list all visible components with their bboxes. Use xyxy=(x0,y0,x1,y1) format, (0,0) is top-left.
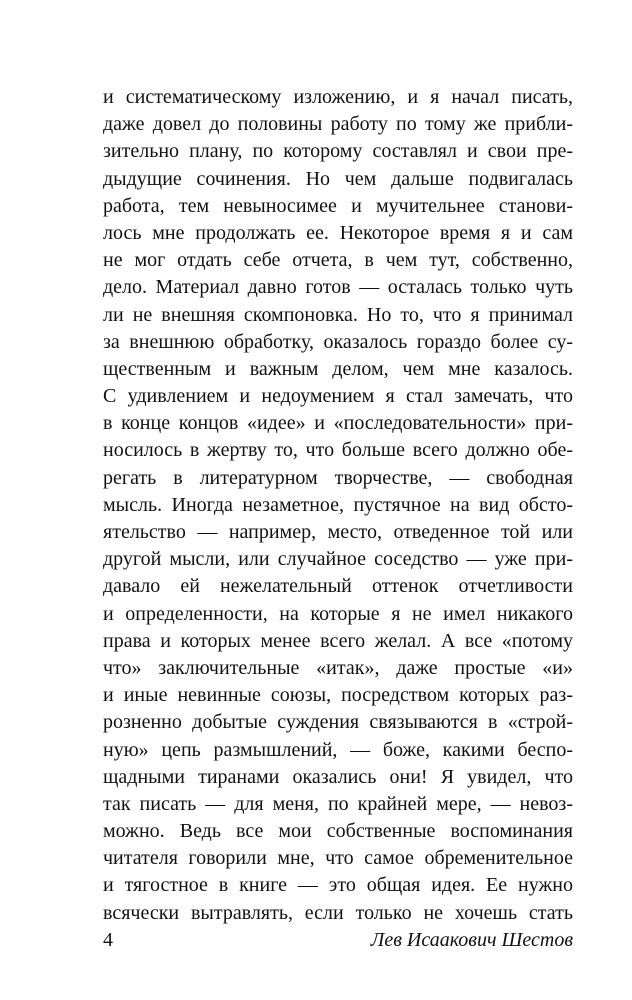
text-line: ятельство — например, место, отведенное той или xyxy=(103,521,573,543)
text-line: давало ей нежелательный оттенок отчетливости xyxy=(103,575,573,598)
text-line: щественным и важным делом, чем мне казалось. xyxy=(103,357,573,380)
text-line: даже довел до половины работу по тому же прибли- xyxy=(103,113,573,136)
text-line: щадными тиранами оказались они! Я увидел, что xyxy=(103,765,573,788)
text-line: за внешнюю обработку, оказалось гораздо более су- xyxy=(103,330,573,353)
text-line: дыдущие сочинения. Но чем дальше подвигалась xyxy=(103,167,573,190)
text-line: ли не внешняя скомпоновка. Но то, что я принимал xyxy=(103,303,573,326)
text-line: дело. Материал давно готов — осталась только чуть xyxy=(103,276,573,299)
text-line: другой мысли, или случайное соседство — уже при- xyxy=(103,548,573,571)
running-footer-author: Лев Исаакович Шестов xyxy=(370,929,573,951)
text-line: можно. Ведь все мои собственные воспоминания xyxy=(103,820,573,843)
text-line: всячески вытравлять, если только не хочешь стать xyxy=(103,901,573,924)
text-line: не мог отдать себе отчета, в чем тут, собственно, xyxy=(103,249,573,272)
text-line: и определенности, на которые я не имел никакого xyxy=(103,602,573,625)
text-line: и иные невинные союзы, посредством которых раз- xyxy=(103,684,573,707)
body-text xyxy=(103,84,573,927)
text-line: работа, тем невыносимее и мучительнее станови- xyxy=(103,194,573,217)
text-line: розненно добытые суждения связываются в «строй- xyxy=(103,711,573,734)
text-line: зительно плану, по которому составлял и свои пре- xyxy=(103,140,573,163)
text-line: С удивлением и недоумением я стал замечать, что xyxy=(103,385,573,408)
text-line: что» заключительные «итак», даже простые «и» xyxy=(103,656,573,679)
text-line: мысль. Иногда незаметное, пустячное на вид обсто- xyxy=(103,493,573,516)
text-line: в конце концов «идее» и «последовательности» при- xyxy=(103,412,573,435)
text-line: носилось в жертву то, что больше всего должно обе- xyxy=(103,439,573,462)
text-line: читателя говорили мне, что самое обременительное xyxy=(103,847,573,870)
text-line: и систематическому изложению, и я начал писать, xyxy=(103,86,573,108)
text-line: так писать — для меня, по крайней мере, — невоз- xyxy=(103,792,573,815)
text-line: лось мне продолжать ее. Некоторое время я и сам xyxy=(103,221,573,244)
text-line: и тягостное в книге — это общая идея. Ее нужно xyxy=(103,874,573,897)
page-number: 4 xyxy=(103,929,113,951)
text-line: права и которых менее всего желал. А все «потому xyxy=(103,629,573,652)
text-line: ную» цепь размышлений, — боже, какими беспо- xyxy=(103,738,573,761)
text-line: регать в литературном творчестве, — свободная xyxy=(103,466,573,489)
